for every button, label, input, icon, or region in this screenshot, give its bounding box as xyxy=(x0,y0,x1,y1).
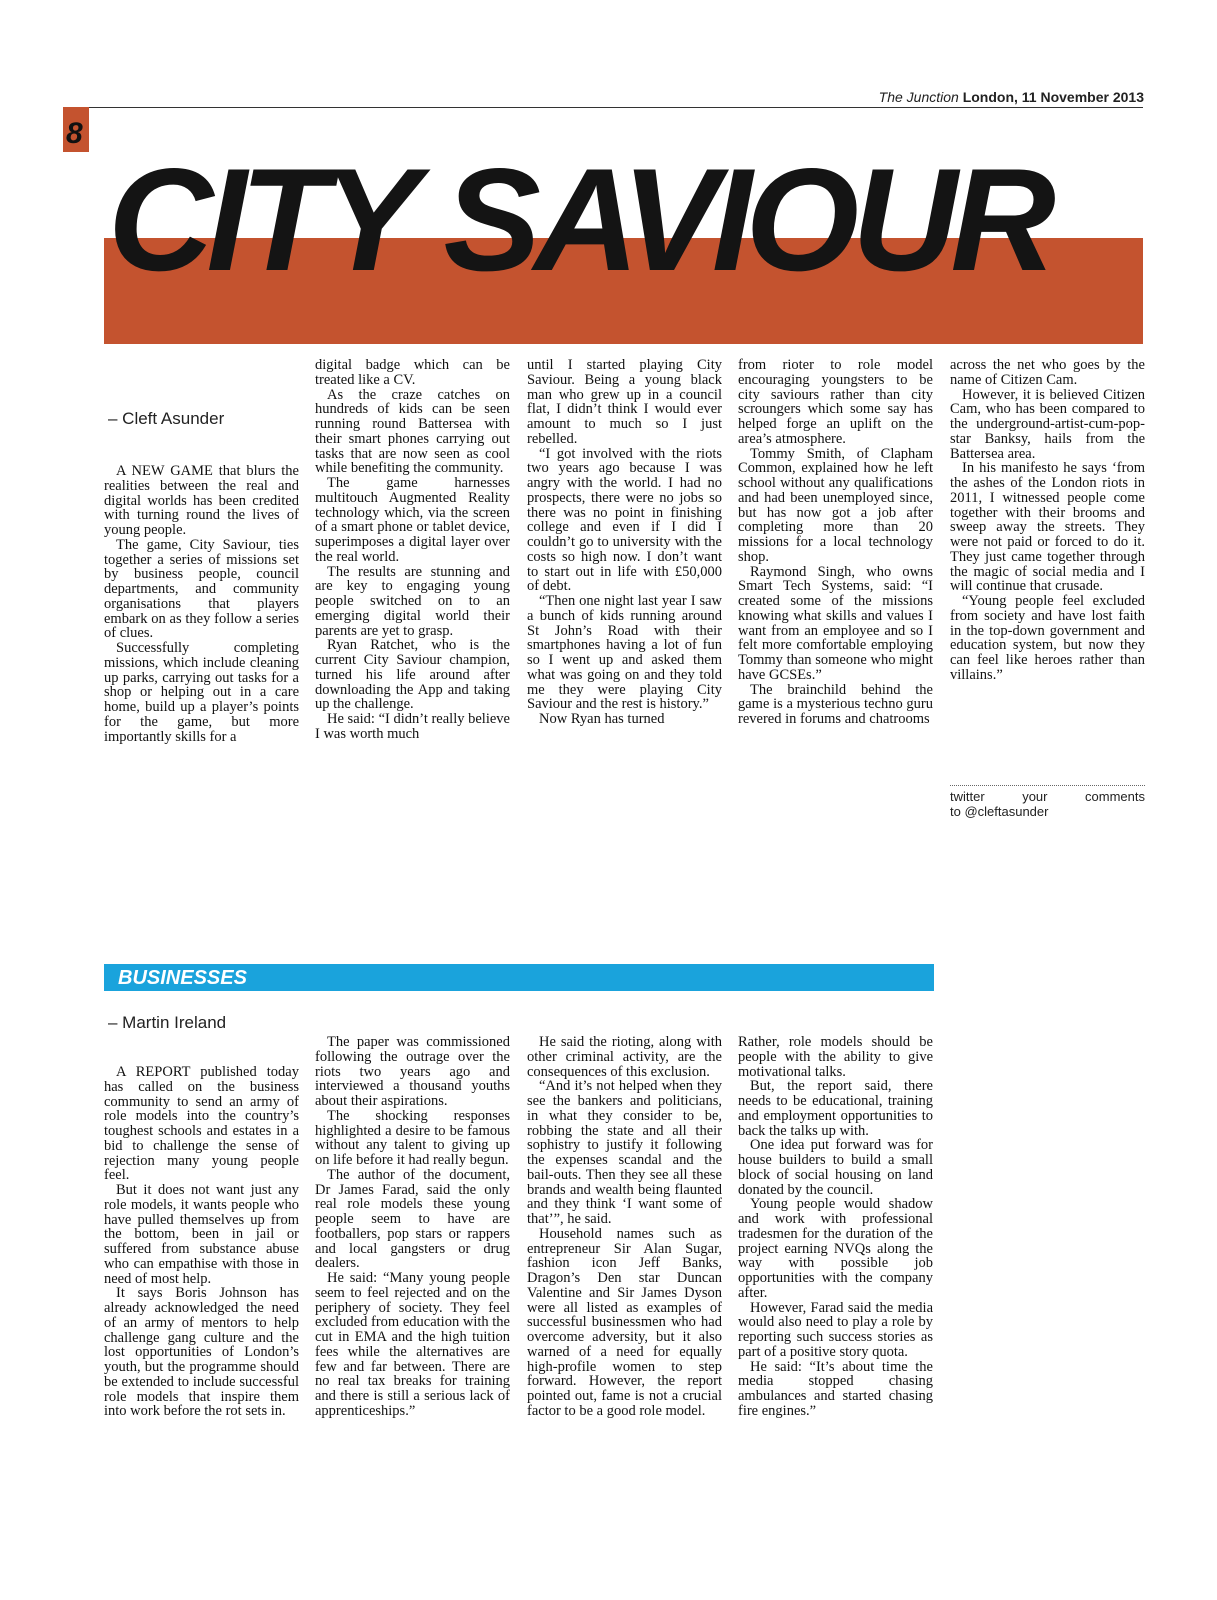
page-number: 8 xyxy=(66,117,83,150)
paragraph: Raymond Singh, who owns Smart Tech Systems, said: “I created some of the missions knowing what skills and values I want from an employee and so I felt more comfortable employing Tommy than someone who might have GCSEs.” xyxy=(738,563,933,683)
paragraph: Young people would shadow and work with professional tradesmen for the duration of the project earning NVQs along the way with possible job opportunities with the company after. xyxy=(738,1196,933,1301)
paragraph: “And it’s not helped when they see the bankers and politicians, in what they consider to be, robbing the state and all their sophistry to justify it following the expenses scandal and the bail-outs. Then they see all these brands and wealth being flaunted and they think ‘I want some of that’”, he said. xyxy=(527,1078,722,1227)
paragraph: As the craze catches on hundreds of kids can be seen running round Battersea with their smart phones carrying out tasks that are now seen as cool while benefiting the community. xyxy=(315,386,510,477)
paragraph: One idea put forward was for house builders to build a small block of social housing on land donated by the council. xyxy=(738,1137,933,1198)
paragraph: The brainchild behind the game is a mysterious techno guru revered in forums and chatrooms xyxy=(738,681,933,727)
article-column-3 xyxy=(527,358,722,727)
masthead xyxy=(879,89,1144,105)
business-column-3 xyxy=(527,1035,722,1419)
dateline: London, 11 November 2013 xyxy=(962,89,1144,105)
paragraph: “I got involved with the riots two years ago because I was angry with the world. I had no prospects, there were no jobs so there was no point in finishing college and even if I did I couldn’t go to university with the costs so high now. I don’t want to start out in life with £50,000 of debt. xyxy=(527,445,722,595)
paragraph: The game harnesses multitouch Augmented Reality technology which, via the screen of a smart phone or tablet device, superimposes a digital layer over the real world. xyxy=(315,475,510,565)
publication-name: The Junction xyxy=(878,89,959,105)
paragraph: It says Boris Johnson has already acknowledged the need of an army of mentors to help challenge gang culture and the lost opportunities of London’s youth, but the programme should be extended to include successful role models that inspire them into work before the rot sets in. xyxy=(104,1285,299,1420)
paragraph: He said the rioting, along with other criminal activity, are the consequences of this exclusion. xyxy=(527,1034,722,1080)
dotted-divider xyxy=(950,785,1145,786)
section-title: BUSINESSES xyxy=(118,967,247,989)
paragraph: A REPORT published today has called on the business community to send an army of role models into the country’s toughest schools and estates in a bid to challenge the sense of rejection many young people feel. xyxy=(104,1064,299,1184)
paragraph: But, the report said, there needs to be educational, training and employment opportunities to back the talks up with. xyxy=(738,1078,933,1139)
twitter-callout-line: twitter your comments xyxy=(950,789,1145,804)
byline: – Martin Ireland xyxy=(108,1013,227,1032)
twitter-callout xyxy=(950,789,1145,819)
paragraph: from rioter to role model encouraging youngsters to be city saviours rather than city scroungers which some say has helped forge an uplift on the area’s atmosphere. xyxy=(738,357,933,447)
paragraph: The author of the document, Dr James Farad, said the only real role models these young people seem to have are footballers, pop stars or rappers and local gangsters or drug dealers. xyxy=(315,1166,510,1272)
byline: – Cleft Asunder xyxy=(108,409,225,428)
article-column-4 xyxy=(738,358,933,727)
paragraph: The shocking responses highlighted a desire to be famous without any talent to giving up on life before it had really begun. xyxy=(315,1107,510,1168)
paragraph: The paper was commissioned following the outrage over the riots two years ago and interviewed a thousand youths about their aspirations. xyxy=(315,1034,510,1109)
paragraph: digital badge which can be treated like a CV. xyxy=(315,357,510,388)
article-column-2 xyxy=(315,358,510,742)
paragraph: He said: “Many young people seem to feel rejected and on the periphery of society. They feel excluded from education with the cut in EMA and the high tuition fees while the alternatives are few and far between. There are no real tax breaks for training and there is still a serious lack of apprenticeships.” xyxy=(315,1270,510,1419)
business-column-4 xyxy=(738,1035,933,1419)
paragraph: until I started playing City Saviour. Being a young black man who grew up in a council flat, I didn’t think I would ever amount to much so I just rebelled. xyxy=(527,357,722,447)
headline: CITY SAVIOUR xyxy=(108,138,1049,301)
paragraph: “Then one night last year I saw a bunch of kids running around St John’s Road with their smartphones having a lot of fun so I went up and asked them what was going on and they told me they were playing City Saviour and the rest is history.” xyxy=(527,593,722,713)
paragraph: Successfully completing missions, which include cleaning up parks, carrying out tasks for a shop or helping out in a care home, build up a player’s points for the game, but more importantly skills for a xyxy=(104,640,299,745)
article-column-5 xyxy=(950,358,1145,683)
article-column-1 xyxy=(104,464,299,744)
paragraph: In his manifesto he says ‘from the ashes of the London riots in 2011, I witnessed people come together with their brooms and sweep away the streets. They were not paid or forced to do it. They just came together through the magic of social media and I will continue that crusade. xyxy=(950,460,1145,595)
paragraph: He said: “It’s about time the media stopped chasing ambulances and started chasing fire engines.” xyxy=(738,1358,933,1419)
twitter-handle: to @cleftasunder xyxy=(950,804,1049,819)
paragraph: Ryan Ratchet, who is the current City Saviour champion, turned his life around after downloading the App and taking up the challenge. xyxy=(315,637,510,713)
paragraph: However, it is believed Citizen Cam, who has been compared to the underground-artist-cum-pop-star Banksy, hails from the Battersea area. xyxy=(950,386,1145,462)
paragraph: Now Ryan has turned xyxy=(539,711,665,727)
paragraph: But it does not want just any role models, it wants people who have pulled themselves up from the bottom, been in jail or suffered from substance abuse who can empathise with those in need of most help. xyxy=(104,1182,299,1287)
paragraph: The game, City Saviour, ties together a series of missions set by business people, council departments, and community organisations that players embark on as they follow a series of clues. xyxy=(104,536,299,642)
business-column-2 xyxy=(315,1035,510,1419)
paragraph: Household names such as entrepreneur Sir Alan Sugar, fashion icon Jeff Banks, Dragon’s Den star Duncan Valentine and Sir James Dyson were all listed as examples of successful businessmen who had overcome adversity, but it also warned of a need for equally high-profile women to step forward. However, the report pointed out, fame is not a crucial factor to be a good role model. xyxy=(527,1225,722,1419)
paragraph: Rather, role models should be people with the ability to give motivational talks. xyxy=(738,1034,933,1080)
paragraph: across the net who goes by the name of Citizen Cam. xyxy=(950,357,1145,388)
paragraph: “Young people feel excluded from society and have lost faith in the top-down government and education system, but now they can feel like heroes rather than villains.” xyxy=(950,593,1145,683)
paragraph: He said: “I didn’t really believe I was worth much xyxy=(315,711,510,742)
business-column-1 xyxy=(104,1065,299,1419)
paragraph: However, Farad said the media would also need to play a role by reporting such success stories as part of a positive story quota. xyxy=(738,1299,933,1360)
paragraph: Tommy Smith, of Clapham Common, explained how he left school without any qualifications and had been unemployed since, but has now got a job after completing more than 20 missions for a local technology shop. xyxy=(738,445,933,565)
paragraph: A NEW GAME that blurs the realities between the real and digital worlds has been credited with turning round the lives of young people. xyxy=(104,463,299,538)
paragraph: The results are stunning and are key to engaging young people switched on to an emerging digital world their parents are yet to grasp. xyxy=(315,563,510,639)
top-rule xyxy=(63,107,1143,108)
